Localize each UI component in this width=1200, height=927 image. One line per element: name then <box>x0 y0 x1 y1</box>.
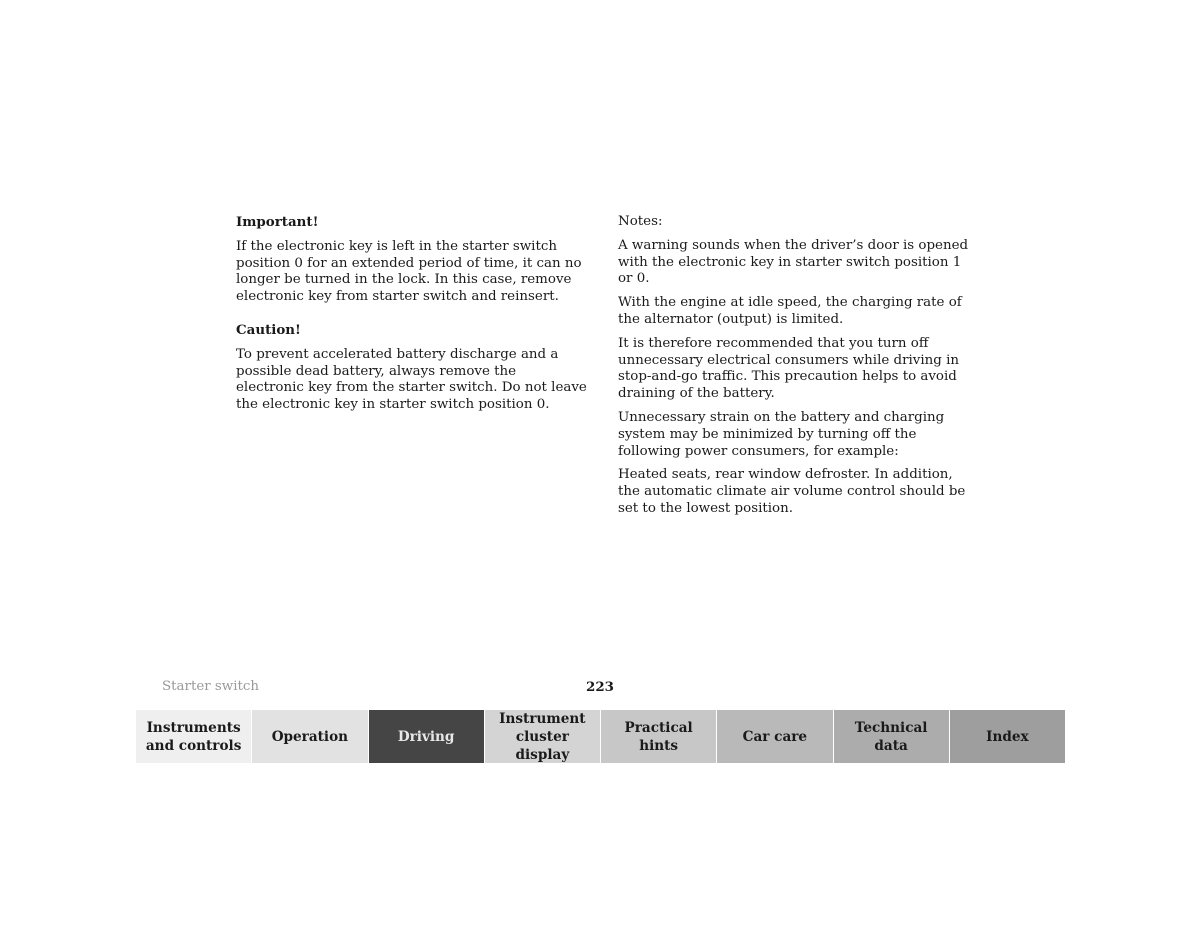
tab-label: Instrument cluster display <box>499 710 586 763</box>
tab-instrument-cluster-display[interactable] <box>485 710 601 763</box>
section-title: Starter switch <box>162 679 260 694</box>
tab-label: Technical data <box>854 719 928 754</box>
tab-label: Instruments and controls <box>145 719 242 754</box>
tab-index[interactable] <box>950 710 1065 763</box>
tab-car-care[interactable] <box>717 710 833 763</box>
tab-driving[interactable] <box>369 710 485 763</box>
tab-label: Driving <box>397 728 455 745</box>
notes-heading: Notes: <box>618 214 663 229</box>
notes-paragraph: A warning sounds when the driver’s door is opened with the electronic key in starter switch position 1 or 0. <box>618 237 969 287</box>
tab-label: Practical hints <box>624 719 693 754</box>
notes-paragraph: With the engine at idle speed, the charging rate of the alternator (output) is limited. <box>618 295 962 327</box>
notes-paragraph: Heated seats, rear window defroster. In addition, the automatic climate air volume control should be set to the lowest position. <box>618 467 966 516</box>
important-heading: Important! <box>236 214 319 230</box>
tab-label: Index <box>986 728 1029 745</box>
tab-technical-data[interactable] <box>834 710 950 763</box>
notes-paragraph: It is therefore recommended that you turn off unnecessary electrical consumers while driving in stop-and-go traffic. This precaution helps to avoid draining of the battery. <box>618 335 960 402</box>
tab-operation[interactable] <box>252 710 368 763</box>
chapter-nav-bar <box>136 710 1065 763</box>
caution-heading: Caution! <box>236 321 301 338</box>
notes-paragraph: Unnecessary strain on the battery and charging system may be minimized by turning off the following power consumers, for example: <box>618 409 945 459</box>
page-number: 223 <box>586 679 614 695</box>
tab-label: Operation <box>271 728 349 745</box>
tab-label: Car care <box>742 728 808 745</box>
tab-instruments-and-controls[interactable] <box>136 710 252 763</box>
tab-practical-hints[interactable] <box>601 710 717 763</box>
important-text: If the electronic key is left in the starter switch position 0 for an extended period of time, it can no longer be turned in the lock. In this case, remove electronic key from starter switch and reinsert. <box>236 238 582 305</box>
left-column <box>236 214 588 421</box>
right-column <box>618 214 970 525</box>
caution-text: To prevent accelerated battery discharge and a possible dead battery, always remove the electronic key from the starter switch. Do not leave the electronic key in starter switch position 0. <box>236 346 587 413</box>
